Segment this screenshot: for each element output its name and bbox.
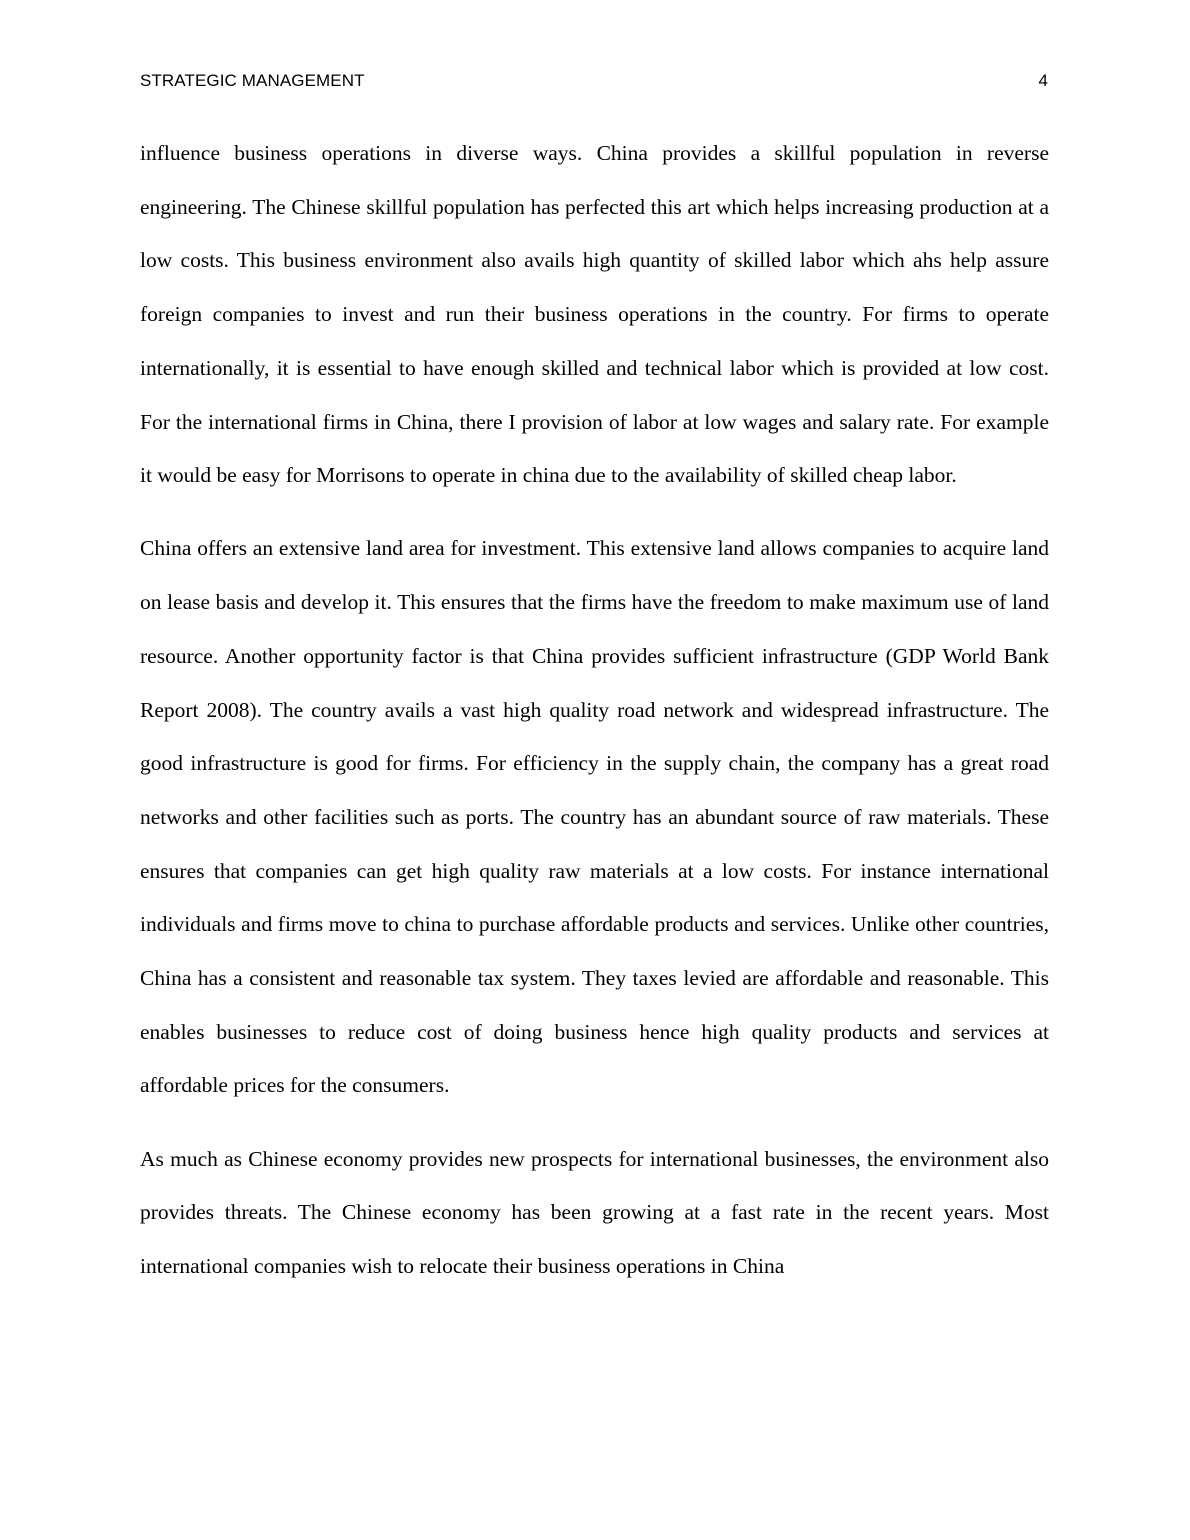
paragraph-threats: As much as Chinese economy provides new prospects for international businesses, the environment also provides threats. The Chinese economy has been growing at a fast rate in the recent years. Most international companies wish to relocate their business operations in China <box>140 1146 1049 1279</box>
paragraph-labor: influence business operations in diverse ways. China provides a skillful population in reverse engineering. The Chinese skillful population has perfected this art which helps increasing production at a low costs. This business environment also avails high quantity of skilled labor which ahs help assure foreign companies to invest and run their business operations in the country. For firms to operate internationally, it is essential to have enough skilled and technical labor which is provided at low cost. For the international firms in China, there I provision of labor at low wages and salary rate. For example it would be easy for Morrisons to operate in china due to the availability of skilled cheap labor. <box>140 141 1049 488</box>
running-head-title: STRATEGIC MANAGEMENT <box>140 71 365 90</box>
document-body <box>140 127 1049 1313</box>
page-number: 4 <box>1038 71 1048 90</box>
paragraph-land-infrastructure: China offers an extensive land area for investment. This extensive land allows companies to acquire land on lease basis and develop it. This ensures that the firms have the freedom to make maximum use of land resource. Another opportunity factor is that China provides sufficient infrastructure (GDP World Bank Report 2008). The country avails a vast high quality road network and widespread infrastructure. The good infrastructure is good for firms. For efficiency in the supply chain, the company has a great road networks and other facilities such as ports. The country has an abundant source of raw materials. These ensures that companies can get high quality raw materials at a low costs. For instance international individuals and firms move to china to purchase affordable products and services. Unlike other countries, China has a consistent and reasonable tax system. They taxes levied are affordable and reasonable. This enables businesses to reduce cost of doing business hence high quality products and services at affordable prices for the consumers. <box>140 536 1049 1098</box>
page-header <box>140 71 1050 97</box>
